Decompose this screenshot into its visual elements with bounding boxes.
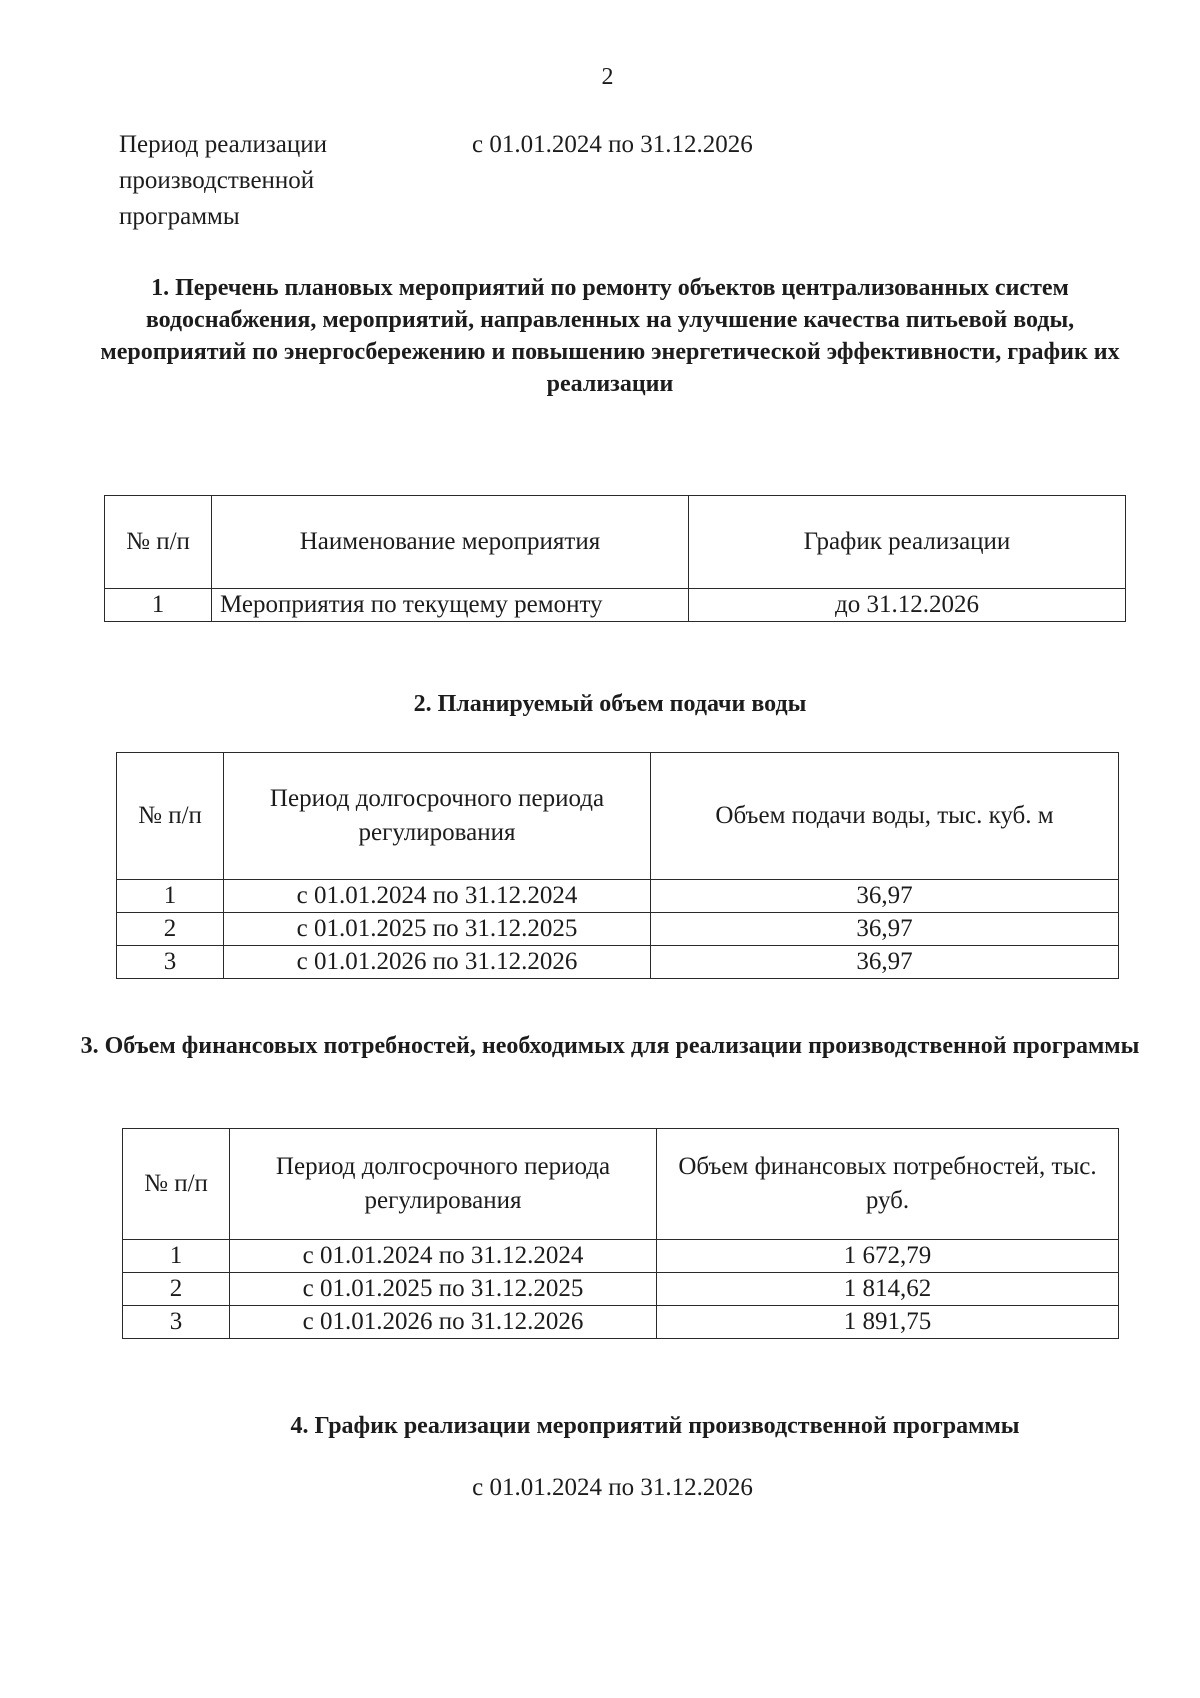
header-period: Период долгосрочного периода регулирования <box>224 753 651 880</box>
section4-title: 4. График реализации мероприятий производственной программы <box>290 1413 1020 1439</box>
table-row <box>123 1240 1119 1273</box>
cell-measure-name: Мероприятия по текущему ремонту <box>212 589 689 622</box>
header-measure-name: Наименование мероприятия <box>212 496 689 589</box>
table-row <box>123 1306 1119 1339</box>
table-header-row <box>105 496 1126 589</box>
section2-title: 2. Планируемый объем подачи воды <box>413 691 807 717</box>
cell-number: 1 <box>123 1240 230 1273</box>
cell-number: 2 <box>123 1273 230 1306</box>
section1-title: 1. Перечень плановых мероприятий по ремонту объектов централизованных систем водоснабжения, мероприятий, направленных на улучшение качества питьевой воды, мероприятий по энергосбережению и повышению энергетической эффективности, график их реализации <box>100 275 1120 397</box>
cell-period: с 01.01.2025 по 31.12.2025 <box>224 913 651 946</box>
header-financial-volume: Объем финансовых потребностей, тыс. руб. <box>657 1129 1119 1240</box>
cell-volume: 36,97 <box>651 946 1119 979</box>
cell-period: с 01.01.2025 по 31.12.2025 <box>230 1273 657 1306</box>
cell-number: 1 <box>105 589 212 622</box>
table-header-row <box>117 753 1119 880</box>
financial-needs-table <box>122 1128 1119 1339</box>
cell-number: 3 <box>117 946 224 979</box>
table-row <box>117 880 1119 913</box>
cell-period: с 01.01.2026 по 31.12.2026 <box>224 946 651 979</box>
table-header-row <box>123 1129 1119 1240</box>
table-row <box>123 1273 1119 1306</box>
page-number: 2 <box>601 64 614 90</box>
table-row <box>105 589 1126 622</box>
cell-period: с 01.01.2024 по 31.12.2024 <box>224 880 651 913</box>
cell-financial-volume: 1 814,62 <box>657 1273 1119 1306</box>
header-schedule: График реализации <box>689 496 1126 589</box>
program-period-label: Период реализации производственной программы <box>119 131 327 230</box>
program-period-value: с 01.01.2024 по 31.12.2026 <box>472 131 753 158</box>
cell-financial-volume: 1 891,75 <box>657 1306 1119 1339</box>
section3-title: 3. Объем финансовых потребностей, необходимых для реализации производственной программы <box>80 1033 1140 1059</box>
water-supply-volume-table <box>116 752 1119 979</box>
cell-number: 1 <box>117 880 224 913</box>
header-number: № п/п <box>105 496 212 589</box>
cell-financial-volume: 1 672,79 <box>657 1240 1119 1273</box>
cell-period: с 01.01.2026 по 31.12.2026 <box>230 1306 657 1339</box>
cell-number: 3 <box>123 1306 230 1339</box>
repair-measures-table <box>104 495 1126 622</box>
table-row <box>117 946 1119 979</box>
cell-period: с 01.01.2024 по 31.12.2024 <box>230 1240 657 1273</box>
header-number: № п/п <box>123 1129 230 1240</box>
cell-volume: 36,97 <box>651 913 1119 946</box>
header-number: № п/п <box>117 753 224 880</box>
header-volume: Объем подачи воды, тыс. куб. м <box>651 753 1119 880</box>
cell-schedule: до 31.12.2026 <box>689 589 1126 622</box>
section4-period: с 01.01.2024 по 31.12.2026 <box>472 1474 753 1501</box>
cell-number: 2 <box>117 913 224 946</box>
cell-volume: 36,97 <box>651 880 1119 913</box>
header-period: Период долгосрочного периода регулирования <box>230 1129 657 1240</box>
table-row <box>117 913 1119 946</box>
